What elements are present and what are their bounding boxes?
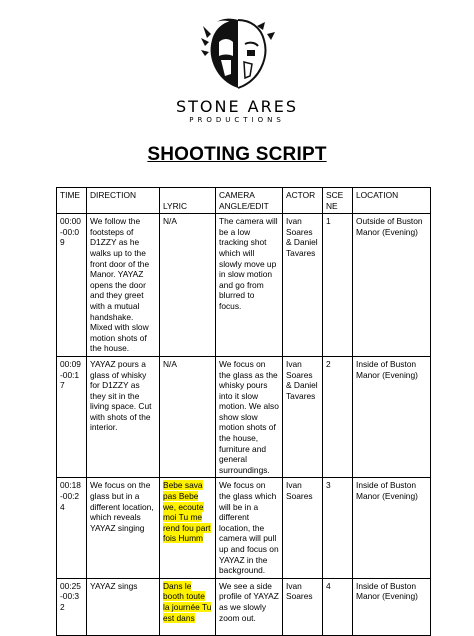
lyric-cell: N/A [160, 214, 216, 357]
brand-subtitle: PRODUCTIONS [189, 116, 285, 124]
document-title: SHOOTING SCRIPT [147, 144, 327, 165]
column-header-time: TIME [57, 188, 87, 214]
highlighted-lyric: Bebe sava pas Bebe we, ecoute moi Tu me rend fou part fois Humm [163, 480, 211, 544]
column-header-camera: CAMERA ANGLE/EDIT [216, 188, 283, 214]
actor-cell: Ivan Soares [283, 478, 323, 578]
column-header-location: LOCATION [353, 188, 431, 214]
table-row [57, 356, 431, 478]
time-cell: 00:18-00:24 [57, 478, 87, 578]
shooting-script-table [56, 187, 431, 636]
column-header-scene: SCENE [323, 188, 353, 214]
location-cell: Inside of Buston Manor (Evening) [353, 478, 431, 578]
location-cell: Outside of Buston Manor (Evening) [353, 214, 431, 357]
time-cell: 00:09-00:17 [57, 356, 87, 478]
actor-cell: Ivan Soares & Daniel Tavares [283, 356, 323, 478]
direction-cell: YAYAZ sings [87, 578, 160, 635]
scene-cell: 4 [323, 578, 353, 635]
lyric-cell [160, 478, 216, 578]
camera-cell: We focus on the glass which will be in a different location, the camera will pull up and focus on YAYAZ in the background. [216, 478, 283, 578]
direction-cell: YAYAZ pours a glass of whisky for D1ZZY as they sit in the living space. Cut with shots of the interior. [87, 356, 160, 478]
column-header-actor: ACTOR [283, 188, 323, 214]
location-cell: Inside of Buston Manor (Evening) [353, 356, 431, 478]
camera-cell: We focus on the glass as the whisky pours into it slow motion. We also show slow motion shots of the house, furniture and general surroundings. [216, 356, 283, 478]
time-cell: 00:00-00:09 [57, 214, 87, 357]
spartan-helmet-icon [195, 16, 281, 94]
time-cell: 00:25-00:32 [57, 578, 87, 635]
direction-cell: We focus on the glass but in a different location, which reveals YAYAZ singing [87, 478, 160, 578]
brand-name: STONE ARES [175, 97, 298, 116]
scene-cell: 2 [323, 356, 353, 478]
lyric-cell [160, 578, 216, 635]
camera-cell: The camera will be a low tracking shot which will slowly move up in slow motion and go from blurred to focus. [216, 214, 283, 357]
highlighted-lyric: Dans le booth toute la journée Tu est dans [163, 580, 212, 623]
scene-cell: 1 [323, 214, 353, 357]
column-header-lyric: LYRIC [160, 188, 216, 214]
location-cell: Inside of Buston Manor (Evening) [353, 578, 431, 635]
lyric-cell: N/A [160, 356, 216, 478]
table-row [57, 578, 431, 635]
table-header-row [57, 188, 431, 214]
table-row [57, 214, 431, 357]
table-row [57, 478, 431, 578]
actor-cell: Ivan Soares [283, 578, 323, 635]
scene-cell: 3 [323, 478, 353, 578]
column-header-direction: DIRECTION [87, 188, 160, 214]
actor-cell: Ivan Soares & Daniel Tavares [283, 214, 323, 357]
camera-cell: We see a side profile of YAYAZ as we slowly zoom out. [216, 578, 283, 635]
direction-cell: We follow the footsteps of D1ZZY as he walks up to the front door of the Manor. YAYAZ opens the door and they greet with a mutual handshake. Mixed with slow motion shots of the house. [87, 214, 160, 357]
